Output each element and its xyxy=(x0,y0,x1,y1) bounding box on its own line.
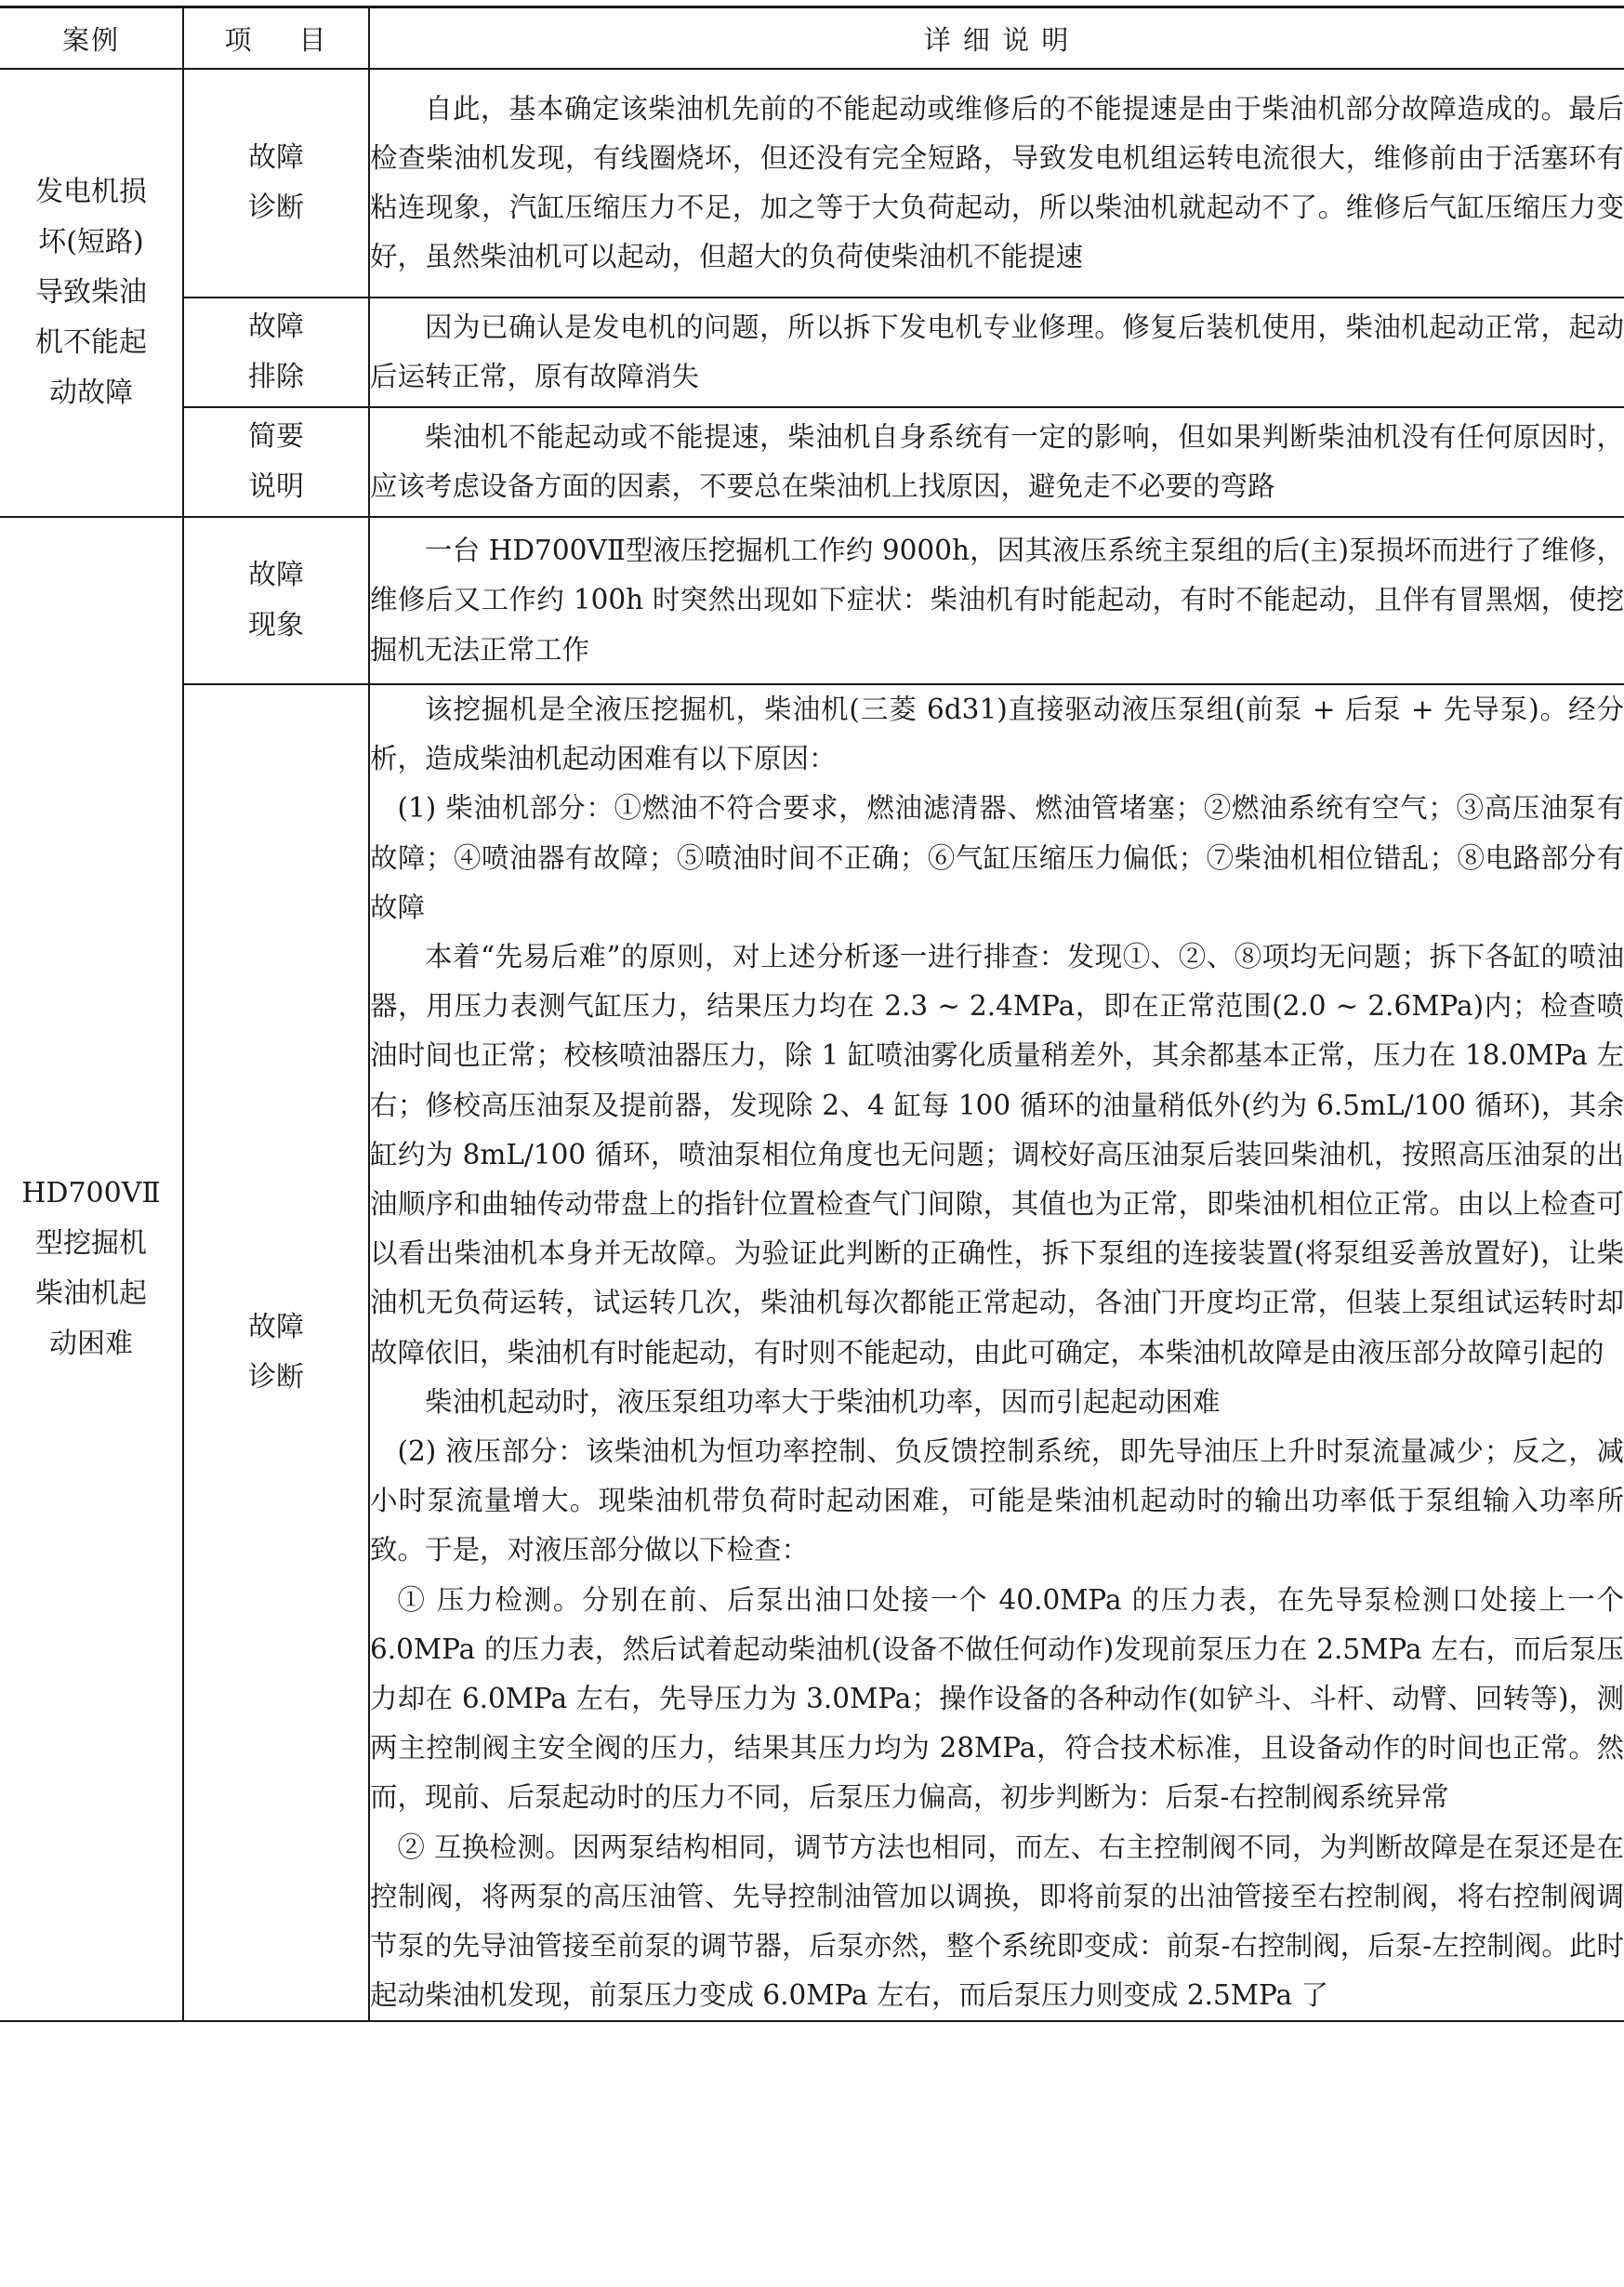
case2-item-symptom: 故障 现象 xyxy=(183,517,369,684)
para-inspection: 本着“先易后难”的原则，对上述分析逐一进行排查：发现①、②、⑧项均无问题；拆下各缸的喷油器，用压力表测气缸压力，结果压力均在 2.3 ~ 2.4MPa，即在正常范围(2.0 ~ 2.6MPa)内；检查喷油时间也正常；校核喷油器压力，除 1 缸喷油雾化质量稍差外，其余都基本正常，压力在 18.0MPa 左右；修校高压油泵及提前器，发现除 2、4 缸每 100 循环的油量稍低外(约为 6.5mL/100 循环)，其余缸约为 8mL/100 循环，喷油泵相位角度也无问题；调校好高压油泵后装回柴油机，按照高压油泵的出油顺序和曲轴传动带盘上的指针位置检查气门间隙，其值也为正常，即柴油机相位正常。由以上检查可以看出柴油机本身并无故障。为验证此判断的正确性，拆下泵组的连接装置(将泵组妥善放置好)，让柴油机无负荷运转，试运转几次，柴油机每次都能正常起动，各油门开度均正常，但装上泵组试运转时却故障依旧，柴油机有时能起动，有时则不能起动，由此可确定，本柴油机故障是由液压部分故障引起的 xyxy=(370,941,1624,1368)
case2-row-diagnosis xyxy=(0,684,1624,2021)
case1-detail-summary: 柴油机不能起动或不能提速，柴油机自身系统有一定的影响，但如果判断柴油机没有任何原因时，应该考虑设备方面的因素，不要总在柴油机上找原因，避免走不必要的弯路 xyxy=(369,407,1624,517)
para-pressure-test: ① 压力检测。分别在前、后泵出油口处接一个 40.0MPa 的压力表，在先导泵检测口处接上一个 6.0MPa 的压力表，然后试着起动柴油机(设备不做任何动作)发现前泵压力在 2.5MPa 左右，而后泵压力却在 6.0MPa 左右，先导压力为 3.0MPa；操作设备的各种动作(如铲斗、斗杆、动臂、回转等)，测两主控制阀主安全阀的压力，结果其压力均为 28MPa，符合技术标准，且设备动作的时间也正常。然而，现前、后泵起动时的压力不同，后泵压力偏高，初步判断为：后泵-右控制阀系统异常 xyxy=(370,1583,1624,1814)
para-power: 柴油机起动时，液压泵组功率大于柴油机功率，因而引起起动困难 xyxy=(425,1385,1221,1418)
case1-row-removal xyxy=(0,297,1624,407)
para-intro: 该挖掘机是全液压挖掘机，柴油机(三菱 6d31)直接驱动液压泵组(前泵 + 后泵 + 先导泵)。经分析，造成柴油机起动困难有以下原因： xyxy=(370,694,1624,775)
header-item: 项 目 xyxy=(183,7,369,69)
case1-row-summary xyxy=(0,407,1624,517)
para-engine-part: (1) 柴油机部分：①燃油不符合要求，燃油滤清器、燃油管堵塞；②燃油系统有空气；③高压油泵有故障；④喷油器有故障；⑤喷油时间不正确；⑥气缸压缩压力偏低；⑦柴油机相位错乱；⑧电路部分有故障 xyxy=(370,792,1624,923)
case2-detail-symptom: 一台 HD700ⅤⅡ型液压挖掘机工作约 9000h，因其液压系统主泵组的后(主)泵损坏而进行了维修，维修后又工作约 100h 时突然出现如下症状：柴油机有时能起动，有时不能起动，且伴有冒黑烟，使挖掘机无法正常工作 xyxy=(369,517,1624,684)
case1-detail-diagnosis: 自此，基本确定该柴油机先前的不能起动或维修后的不能提速是由于柴油机部分故障造成的。最后检查柴油机发现，有线圈烧坏，但还没有完全短路，导致发电机组运转电流很大，维修前由于活塞环有粘连现象，汽缸压缩压力不足，加之等于大负荷起动，所以柴油机就起动不了。维修后气缸压缩压力变好，虽然柴油机可以起动，但超大的负荷使柴油机不能提速 xyxy=(369,69,1624,297)
case2-item-diagnosis: 故障 诊断 xyxy=(183,684,369,2021)
case1-row-diagnosis xyxy=(0,69,1624,297)
para-hydraulic-part: (2) 液压部分：该柴油机为恒功率控制、负反馈控制系统，即先导油压上升时泵流量减少；反之，减小时泵流量增大。现柴油机带负荷时起动困难，可能是柴油机起动时的输出功率低于泵组输入功率所致。于是，对液压部分做以下检查： xyxy=(370,1435,1624,1567)
header-case: 案例 xyxy=(0,7,183,69)
case1-item-removal: 故障 排除 xyxy=(183,297,369,407)
fault-case-table xyxy=(0,7,1624,2022)
header-row xyxy=(0,7,1624,69)
case2-title: HD700ⅤⅡ 型挖掘机 柴油机起 动困难 xyxy=(0,517,183,2021)
case1-item-diagnosis: 故障 诊断 xyxy=(183,69,369,297)
case2-detail-diagnosis xyxy=(369,684,1624,2021)
case1-title: 发电机损 坏(短路) 导致柴油 机不能起 动故障 xyxy=(0,69,183,517)
case1-detail-removal: 因为已确认是发电机的问题，所以拆下发电机专业修理。修复后装机使用，柴油机起动正常，起动后运转正常，原有故障消失 xyxy=(369,297,1624,407)
case1-item-summary: 简要 说明 xyxy=(183,407,369,517)
case2-row-symptom xyxy=(0,517,1624,684)
para-swap-test: ② 互换检测。因两泵结构相同，调节方法也相同，而左、右主控制阀不同，为判断故障是在泵还是在控制阀，将两泵的高压油管、先导控制油管加以调换，即将前泵的出油管接至右控制阀，将右控制阀调节泵的先导油管接至前泵的调节器，后泵亦然，整个系统即变成：前泵-右控制阀，后泵-左控制阀。此时起动柴油机发现，前泵压力变成 6.0MPa 左右，而后泵压力则变成 2.5MPa 了 xyxy=(370,1831,1624,2012)
header-detail: 详 细 说 明 xyxy=(369,7,1624,69)
